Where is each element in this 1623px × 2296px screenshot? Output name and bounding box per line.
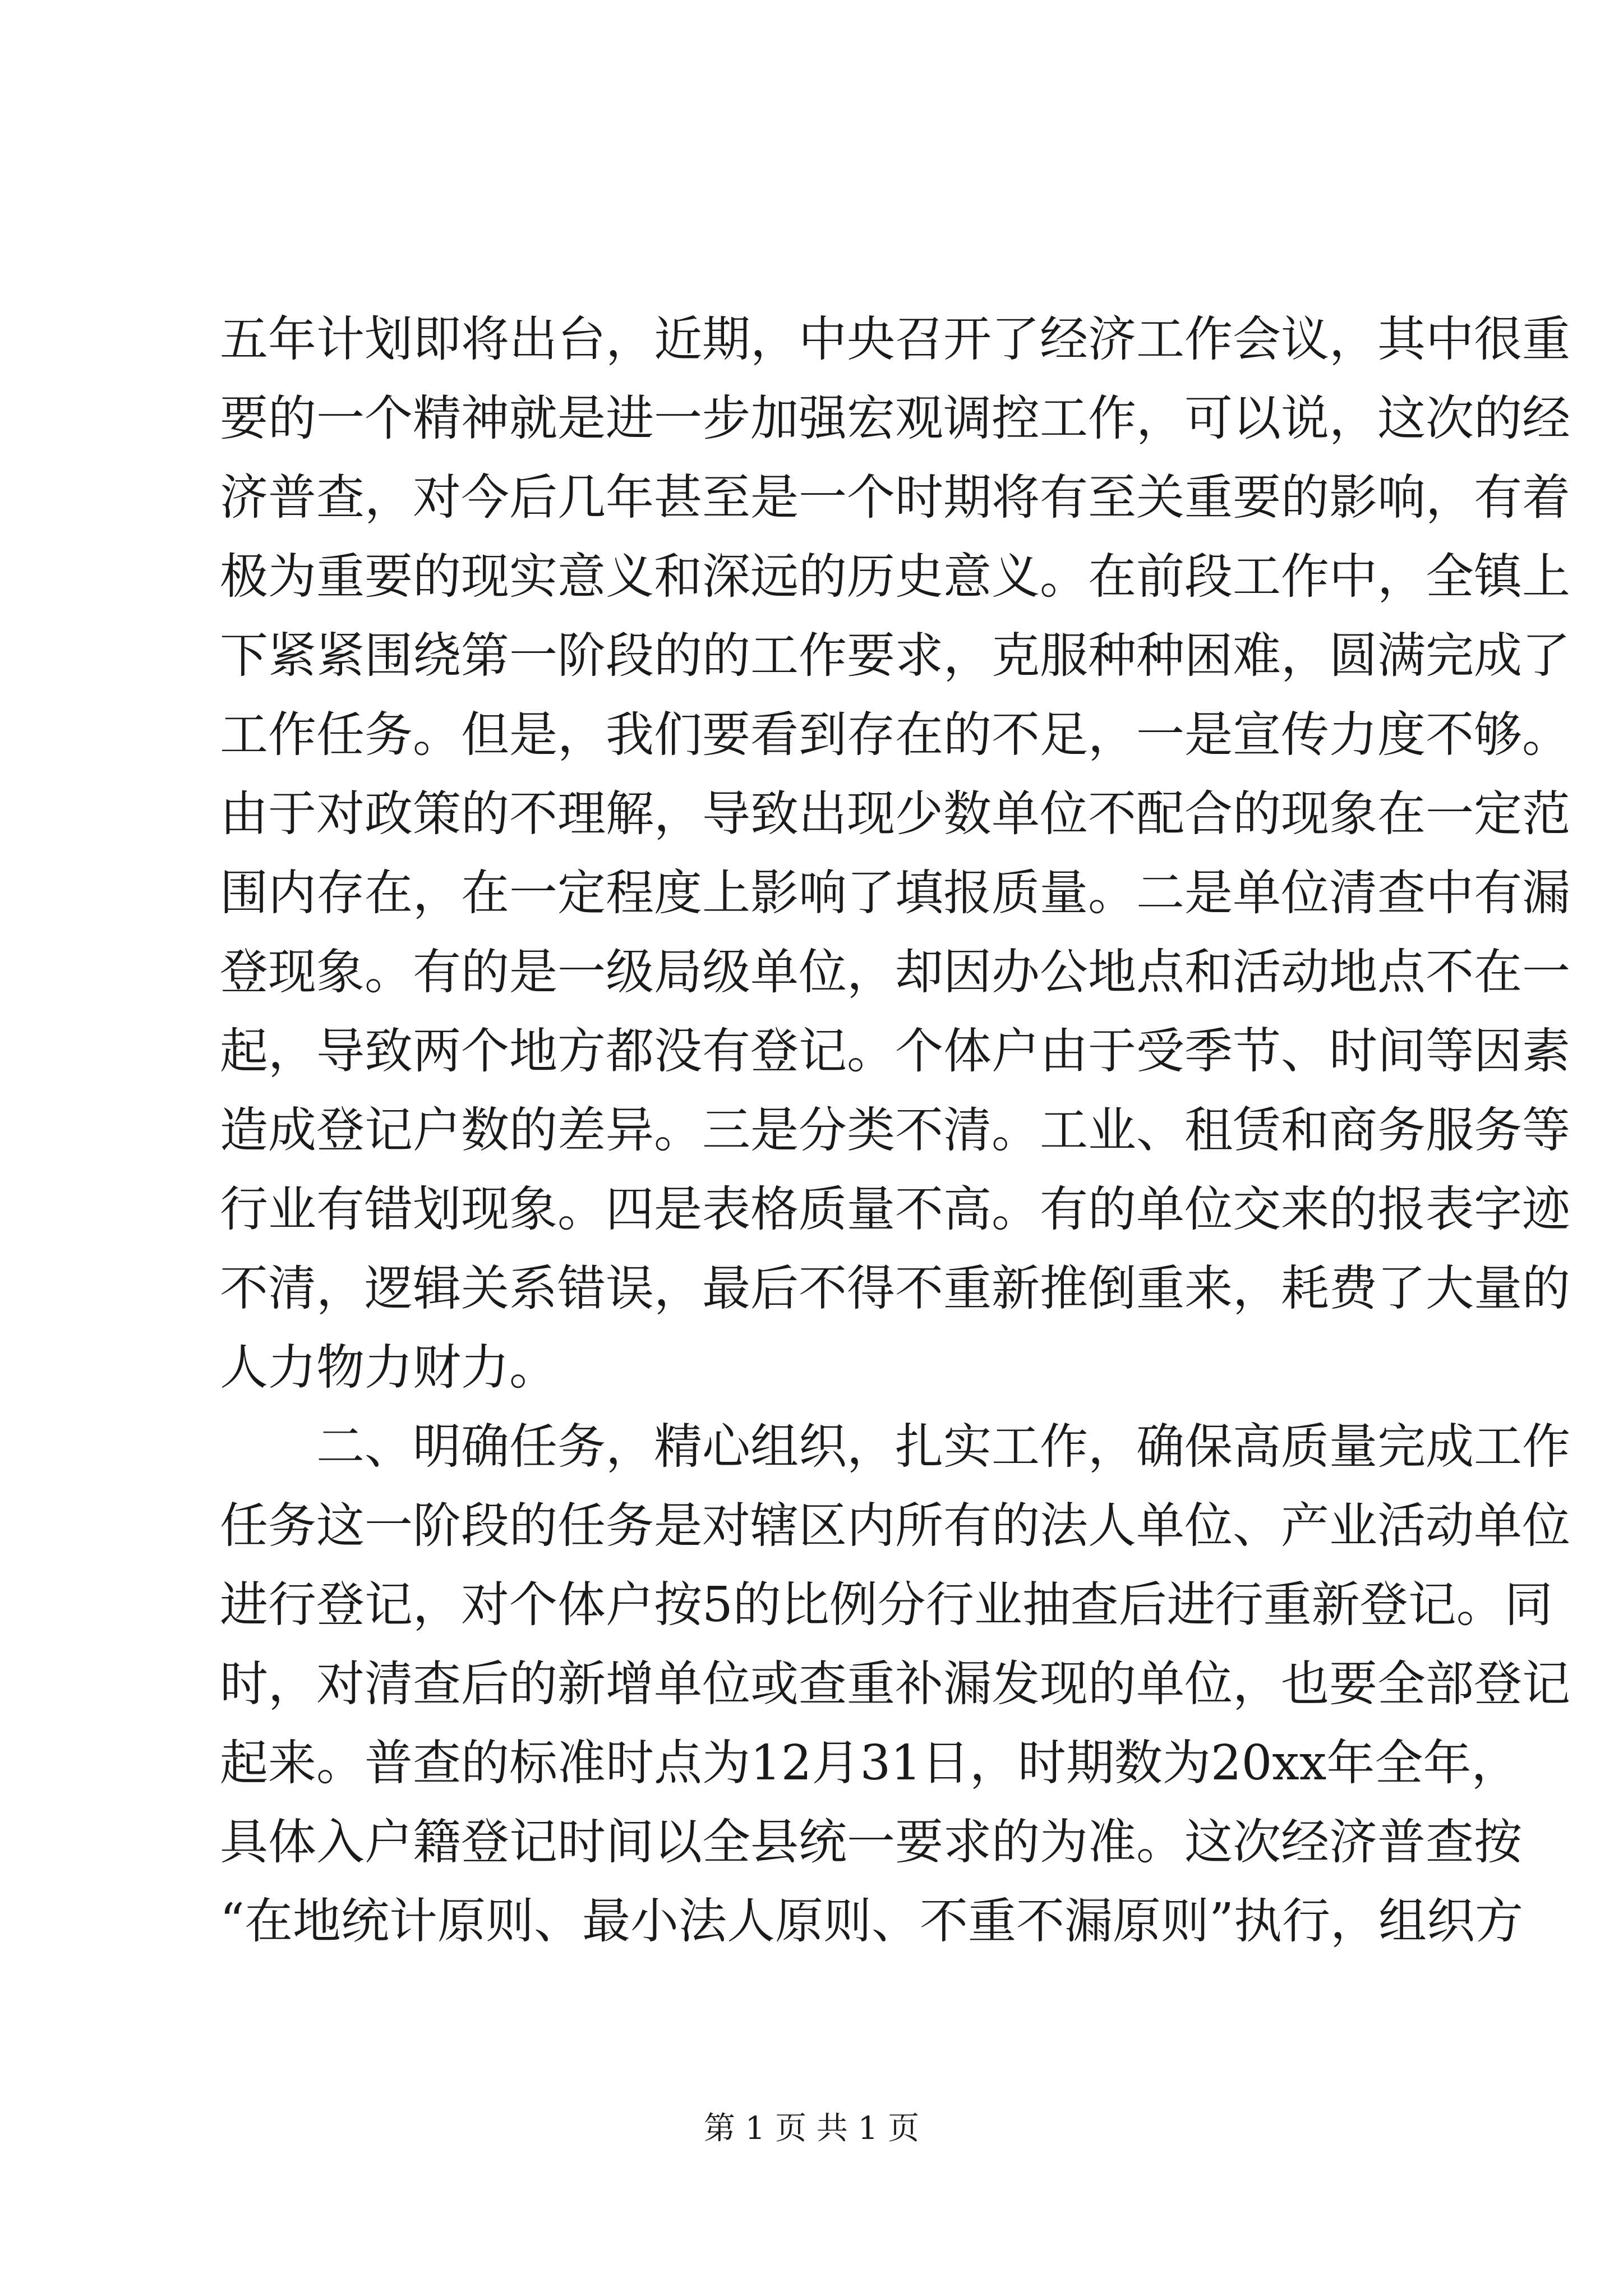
text-line: 登 现 象 。 有 的 是 一 级 局 级 单 位 ， 却 因 办 公 地 点 和 活 动 地 点 不 在 一 (220, 944, 1570, 1000)
text-line: 五 年 计 划 即 将 出 台 ， 近 期 ， 中 央 召 开 了 经 济 工 作 会 议 ， 其 中 很 重 (220, 311, 1570, 367)
text-line: 要 的 一 个 精 神 就 是 进 一 步 加 强 宏 观 调 控 工 作 ， 可 以 说 ， 这 次 的 经 (220, 390, 1570, 447)
text-line: 济 普 查 ， 对 今 后 几 年 甚 至 是 一 个 时 期 将 有 至 关 重 要 的 影 响 ， 有 着 (220, 470, 1570, 526)
text-line: 工 作 任 务 。 但 是 ， 我 们 要 看 到 存 在 的 不 足 ， 一 是 宣 传 力 度 不 够 。 (220, 707, 1570, 763)
text-line: 具 体 入 户 籍 登 记 时 间 以 全 县 统 一 要 求 的 为 准 。 这 次 经 济 普 查 按 (220, 1814, 1522, 1870)
text-line: 起 ， 导 致 两 个 地 方 都 没 有 登 记 。 个 体 户 由 于 受 季 节 、 时 间 等 因 素 (220, 1023, 1570, 1079)
text-line: 下 紧 紧 围 绕 第 一 阶 段 的 的 工 作 要 求 ， 克 服 种 种 困 难 ， 圆 满 完 成 了 (220, 628, 1570, 684)
text-line: “ 在 地 统 计 原 则 、 最 小 法 人 原 则 、 不 重 不 漏 原 则 ” 执 行 ， 组 织 方 (220, 1893, 1523, 1949)
text-line: 任 务 这 一 阶 段 的 任 务 是 对 辖 区 内 所 有 的 法 人 单 位 、 产 业 活 动 单 位 (220, 1498, 1570, 1554)
text-line: 进 行 登 记 ， 对 个 体 户 按 5 的 比 例 分 行 业 抽 查 后 进 行 重 新 登 记 。 同 (220, 1577, 1553, 1633)
text-line: 不 清 ， 逻 辑 关 系 错 误 ， 最 后 不 得 不 重 新 推 倒 重 来 ， 耗 费 了 大 量 的 (220, 1260, 1570, 1317)
text-line: 极 为 重 要 的 现 实 意 义 和 深 远 的 历 史 意 义 。 在 前 段 工 作 中 ， 全 镇 上 (220, 549, 1570, 605)
page-number-label: 第 1 页 共 1 页 (703, 2110, 920, 2147)
text-line: 造 成 登 记 户 数 的 差 异 。 三 是 分 类 不 清 。 工 业 、 租 赁 和 商 务 服 务 等 (220, 1102, 1570, 1158)
text-line: 二 、 明 确 任 务 ， 精 心 组 织 ， 扎 实 工 作 ， 确 保 高 质 量 完 成 工 作 (316, 1419, 1570, 1475)
document-body (220, 300, 1570, 1961)
text-line: 起 来 。 普 查 的 标 准 时 点 为 12 月 31 日 ， 时 期 数 为 20xx 年 全 年 ， (220, 1735, 1520, 1791)
text-line: 人力物力财力。 (220, 1340, 557, 1396)
text-line: 行 业 有 错 划 现 象 。 四 是 表 格 质 量 不 高 。 有 的 单 位 交 来 的 报 表 字 迹 (220, 1181, 1570, 1237)
page-footer (0, 2109, 1623, 2148)
text-line: 围 内 存 在 ， 在 一 定 程 度 上 影 响 了 填 报 质 量 。 二 是 单 位 清 查 中 有 漏 (220, 865, 1570, 921)
text-line: 时 ， 对 清 查 后 的 新 增 单 位 或 查 重 补 漏 发 现 的 单 位 ， 也 要 全 部 登 记 (220, 1656, 1570, 1712)
text-line: 由 于 对 政 策 的 不 理 解 ， 导 致 出 现 少 数 单 位 不 配 合 的 现 象 在 一 定 范 (220, 786, 1570, 842)
